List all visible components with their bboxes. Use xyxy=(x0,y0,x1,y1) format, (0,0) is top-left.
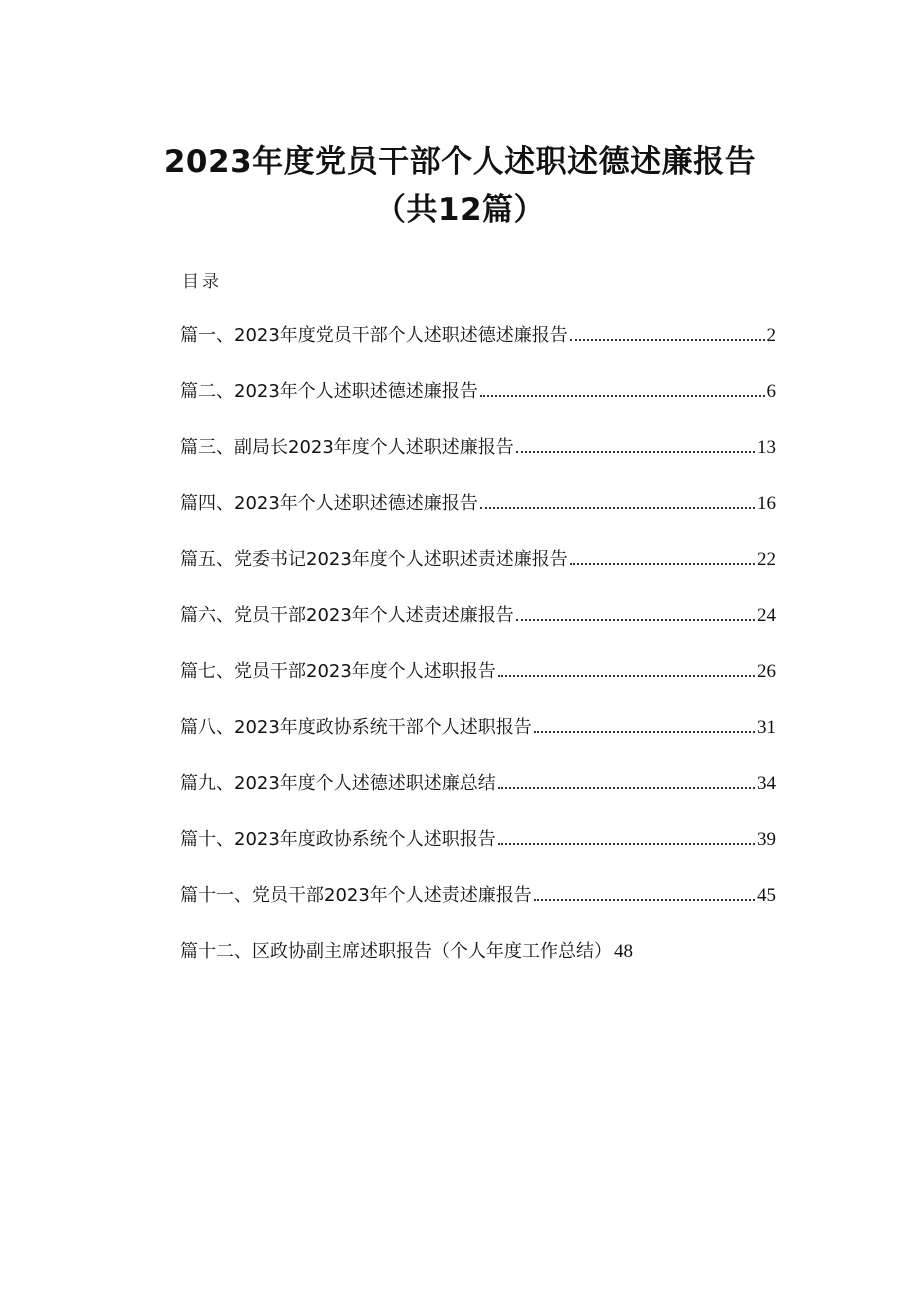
toc-page-number: 48 xyxy=(614,941,633,962)
toc-entry-label: 篇七、党员干部2023年度个人述职报告 xyxy=(180,661,496,682)
toc-entry-label: 篇四、2023年个人述职述德述廉报告 xyxy=(180,493,478,514)
toc-entry-7[interactable] xyxy=(180,658,776,714)
document-title: 2023年度党员干部个人述职述德述廉报告 xyxy=(163,144,757,180)
toc-dot-leader xyxy=(498,675,755,677)
document-subtitle: （共12篇） xyxy=(374,192,546,228)
toc-page-number: 2 xyxy=(766,325,776,346)
toc-heading: 目录 xyxy=(182,272,222,292)
toc-entry-label: 篇二、2023年个人述职述德述廉报告 xyxy=(180,381,478,402)
toc-entry-label: 篇一、2023年度党员干部个人述职述德述廉报告 xyxy=(180,325,568,346)
toc-entry-label: 篇十一、党员干部2023年个人述责述廉报告 xyxy=(180,885,532,906)
toc-entry-label: 篇六、党员干部2023年个人述责述廉报告 xyxy=(180,605,514,626)
toc-entry-1[interactable] xyxy=(180,322,776,378)
toc-dot-leader xyxy=(570,563,755,565)
toc-dot-leader xyxy=(534,731,755,733)
toc-entry-4[interactable] xyxy=(180,490,776,546)
toc-dot-leader xyxy=(480,507,755,509)
toc-entry-9[interactable] xyxy=(180,770,776,826)
toc-page-number: 26 xyxy=(757,661,776,682)
toc-dot-leader xyxy=(498,787,755,789)
toc-page-number: 22 xyxy=(757,549,776,570)
toc-entry-12[interactable] xyxy=(180,938,776,994)
toc-page-number: 31 xyxy=(757,717,776,738)
toc-entry-3[interactable] xyxy=(180,434,776,490)
toc-page-number: 6 xyxy=(766,381,776,402)
toc-page-number: 45 xyxy=(757,885,776,906)
toc-entry-label: 篇八、2023年度政协系统干部个人述职报告 xyxy=(180,717,532,738)
toc-page-number: 34 xyxy=(757,773,776,794)
toc-entry-2[interactable] xyxy=(180,378,776,434)
toc-dot-leader xyxy=(516,619,755,621)
toc-page-number: 39 xyxy=(757,829,776,850)
toc-entry-11[interactable] xyxy=(180,882,776,938)
toc-dot-leader xyxy=(534,899,755,901)
toc-page-number: 16 xyxy=(757,493,776,514)
toc-entry-5[interactable] xyxy=(180,546,776,602)
toc-dot-leader xyxy=(480,395,765,397)
toc-entry-label: 篇五、党委书记2023年度个人述职述责述廉报告 xyxy=(180,549,568,570)
toc-entry-label: 篇九、2023年度个人述德述职述廉总结 xyxy=(180,773,496,794)
table-of-contents xyxy=(180,322,776,994)
toc-entry-label: 篇三、副局长2023年度个人述职述廉报告 xyxy=(180,437,514,458)
toc-page-number: 24 xyxy=(757,605,776,626)
toc-entry-10[interactable] xyxy=(180,826,776,882)
toc-entry-8[interactable] xyxy=(180,714,776,770)
toc-dot-leader xyxy=(570,339,765,341)
toc-dot-leader xyxy=(516,451,755,453)
toc-dot-leader xyxy=(498,843,755,845)
toc-entry-label: 篇十、2023年度政协系统个人述职报告 xyxy=(180,829,496,850)
toc-entry-label: 篇十二、区政协副主席述职报告（个人年度工作总结） xyxy=(180,941,612,962)
toc-entry-6[interactable] xyxy=(180,602,776,658)
toc-page-number: 13 xyxy=(757,437,776,458)
